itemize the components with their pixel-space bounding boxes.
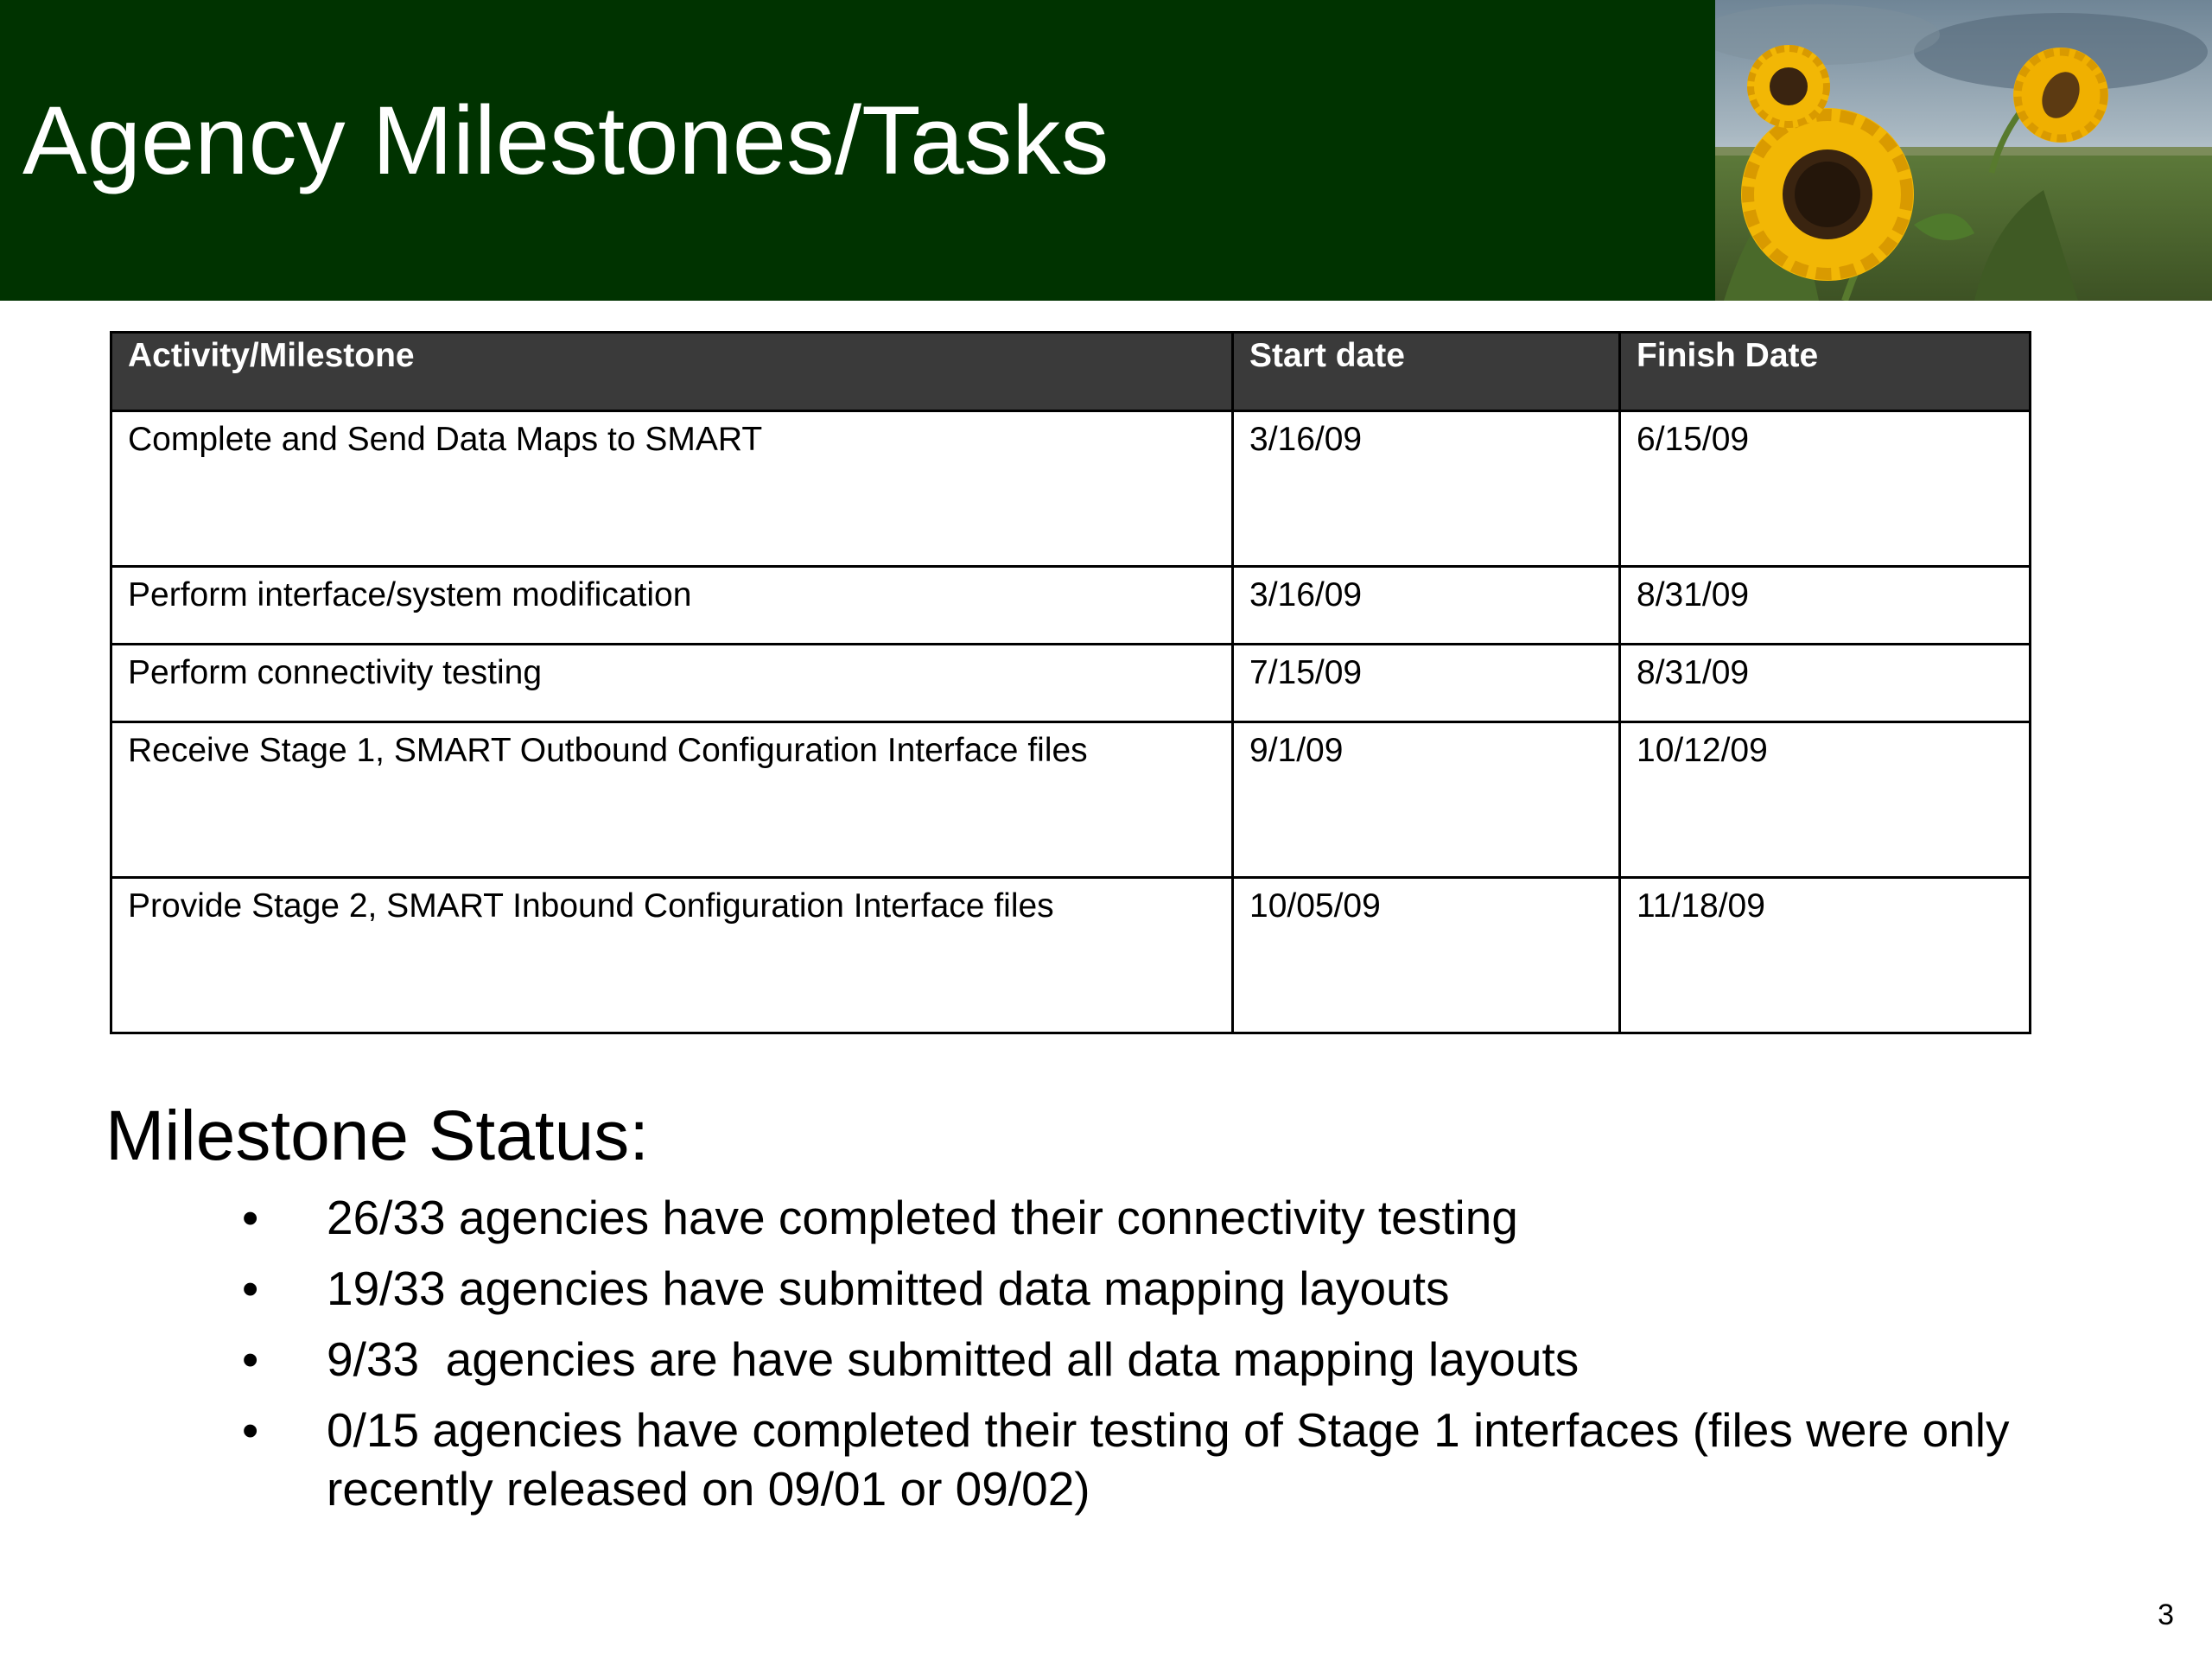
milestone-table (110, 331, 2031, 1034)
slide-title: Agency Milestones/Tasks (22, 86, 1109, 194)
finish-date-cell: 11/18/09 (1620, 878, 2031, 1033)
finish-date-cell: 8/31/09 (1620, 567, 2031, 645)
bullet-icon: • (242, 1262, 259, 1315)
list-item (242, 1401, 2091, 1518)
list-item (242, 1188, 2091, 1247)
start-date-cell: 3/16/09 (1233, 567, 1620, 645)
status-item-text: 9/33 agencies are have submitted all data mapping layouts (327, 1332, 1580, 1386)
status-item-text: 26/33 agencies have completed their connectivity testing (327, 1191, 1518, 1244)
activity-cell: Perform connectivity testing (111, 645, 1233, 722)
finish-date-cell: 8/31/09 (1620, 645, 2031, 722)
bullet-icon: • (242, 1191, 259, 1244)
column-header-finish-date: Finish Date (1620, 333, 2031, 411)
table-row (111, 567, 2031, 645)
start-date-cell: 7/15/09 (1233, 645, 1620, 722)
table-row (111, 878, 2031, 1033)
table-row (111, 722, 2031, 878)
status-item-text: 19/33 agencies have submitted data mapping layouts (327, 1262, 1450, 1315)
table-row (111, 411, 2031, 567)
table-header-row (111, 333, 2031, 411)
column-header-start-date: Start date (1233, 333, 1620, 411)
table-row (111, 645, 2031, 722)
activity-cell: Receive Stage 1, SMART Outbound Configuration Interface files (111, 722, 1233, 878)
finish-date-cell: 6/15/09 (1620, 411, 2031, 567)
page-number: 3 (2158, 1599, 2174, 1631)
list-item (242, 1330, 2091, 1389)
finish-date-cell: 10/12/09 (1620, 722, 2031, 878)
list-item (242, 1259, 2091, 1318)
milestone-status-heading: Milestone Status: (105, 1096, 649, 1175)
activity-cell: Provide Stage 2, SMART Inbound Configuration Interface files (111, 878, 1233, 1033)
sunflower-photo (1715, 0, 2212, 301)
start-date-cell: 10/05/09 (1233, 878, 1620, 1033)
activity-cell: Perform interface/system modification (111, 567, 1233, 645)
bullet-icon: • (242, 1403, 259, 1457)
column-header-activity: Activity/Milestone (111, 333, 1233, 411)
bullet-icon: • (242, 1332, 259, 1386)
status-item-text: 0/15 agencies have completed their testing of Stage 1 interfaces (files were only recently released on 09/01 or 09/02) (327, 1403, 2010, 1516)
activity-cell: Complete and Send Data Maps to SMART (111, 411, 1233, 567)
milestone-status-list (242, 1188, 2091, 1530)
start-date-cell: 3/16/09 (1233, 411, 1620, 567)
start-date-cell: 9/1/09 (1233, 722, 1620, 878)
